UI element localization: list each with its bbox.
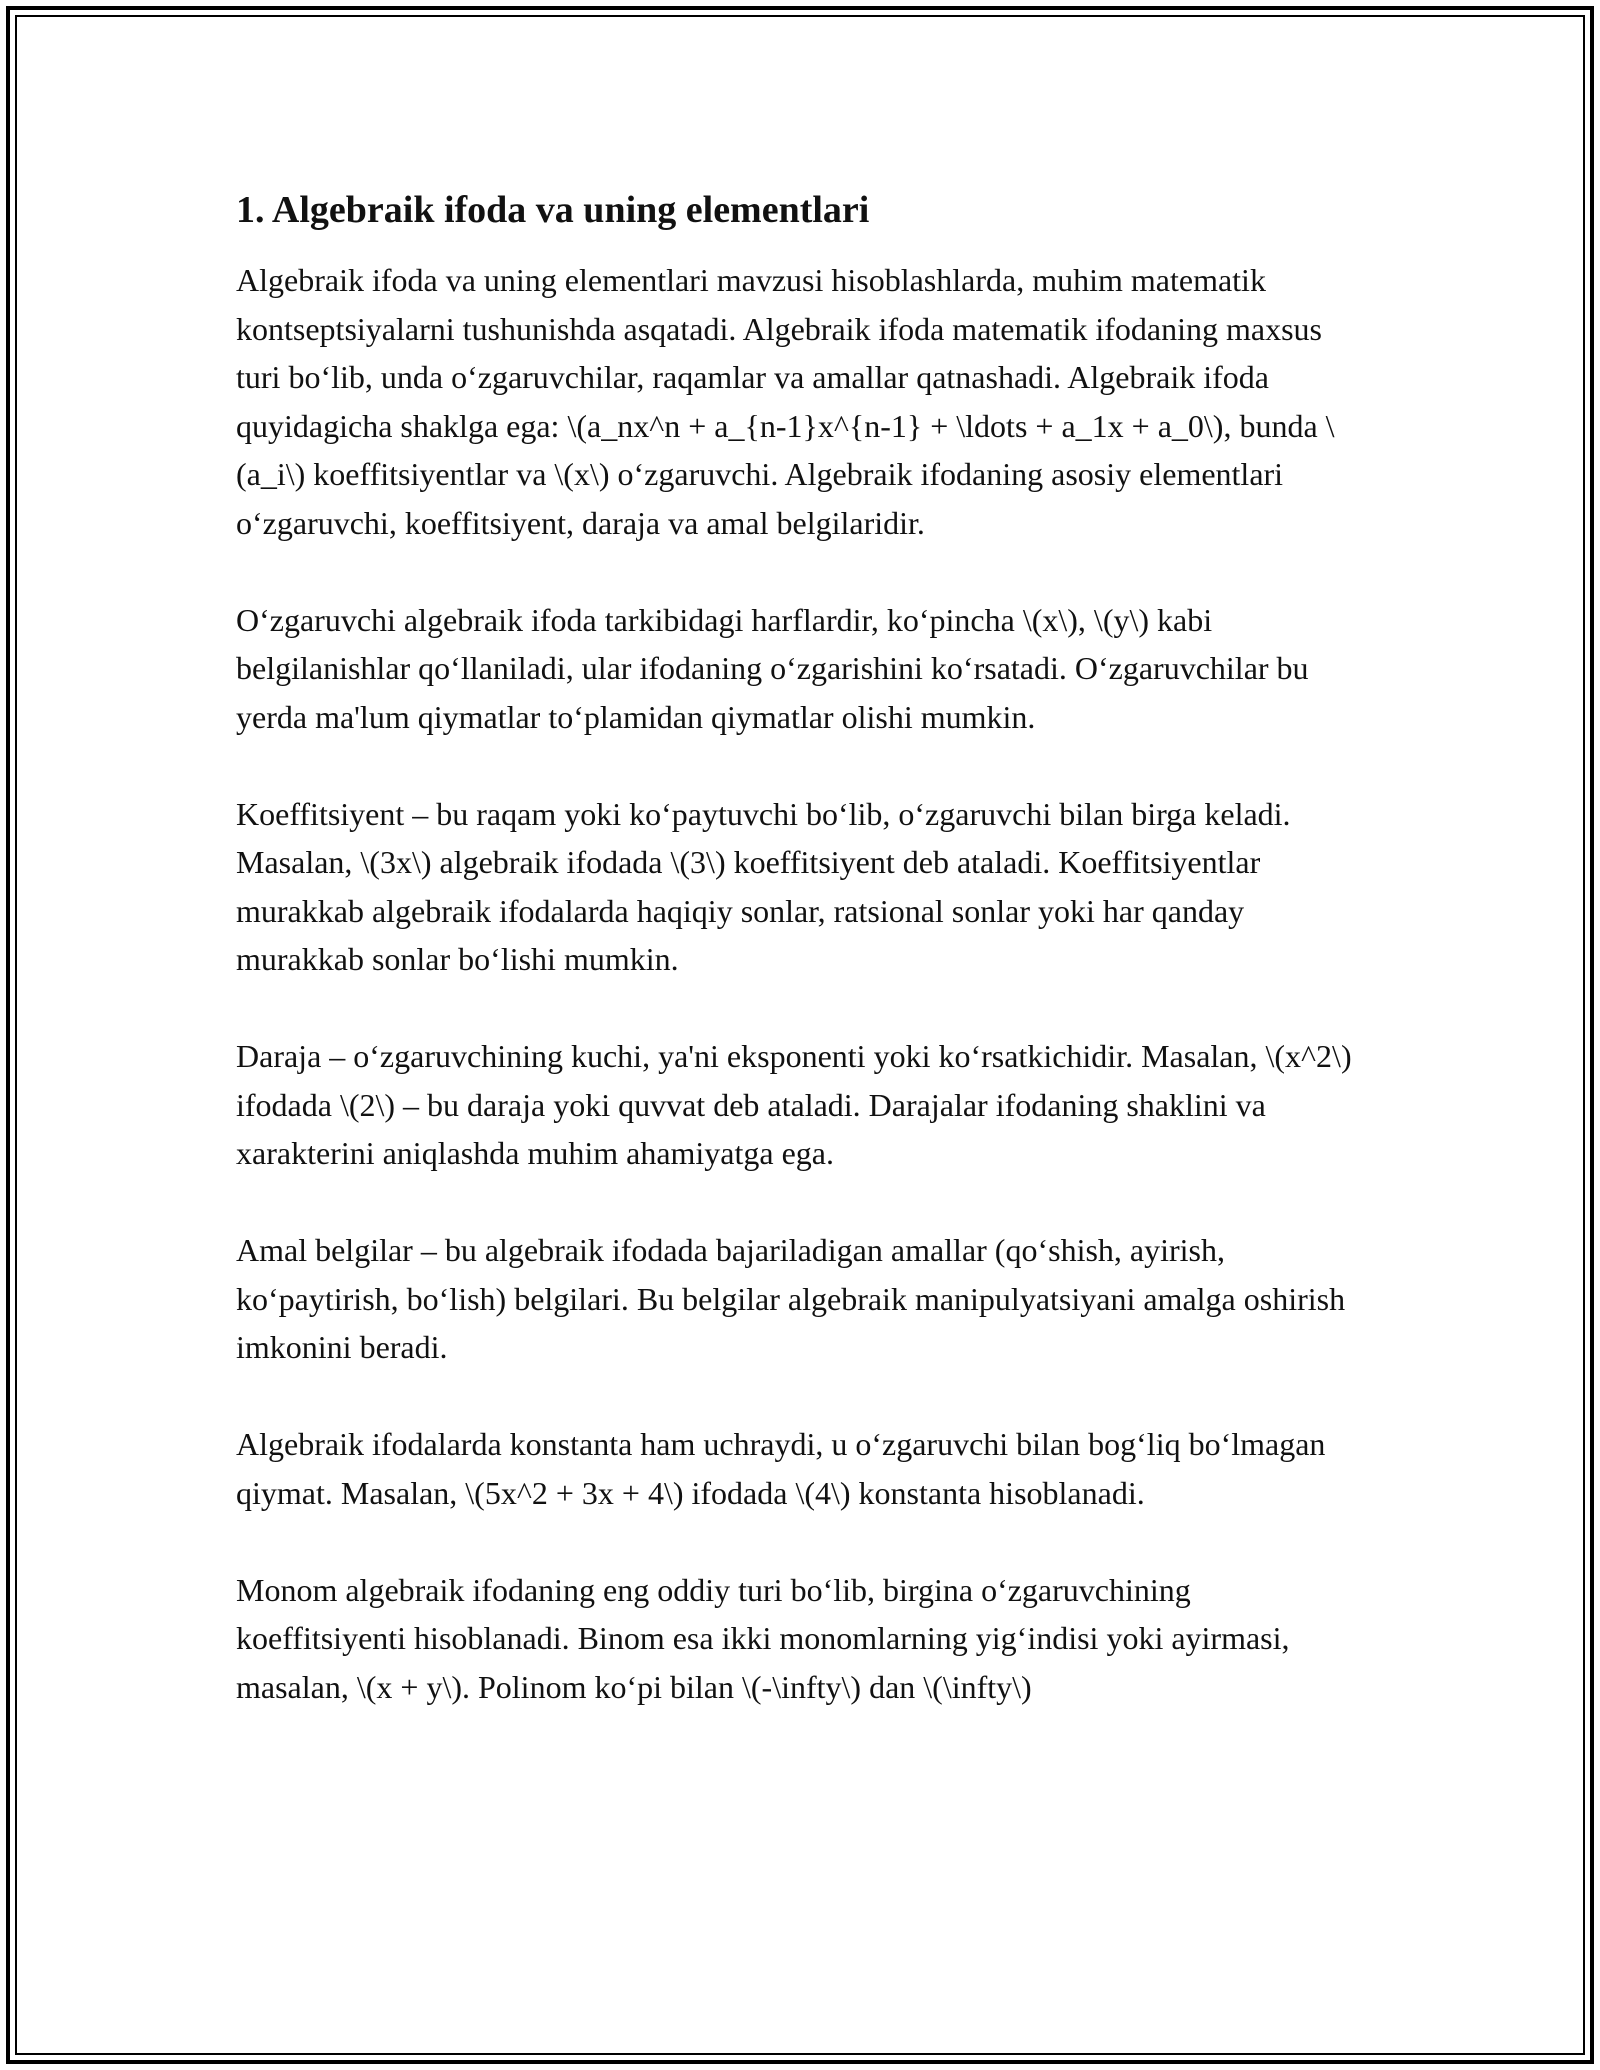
paragraph-operation-signs: Amal belgilar – bu algebraik ifodada bajariladigan amallar (qo‘shish, ayirish, ko‘paytirish, bo‘lish) belgilari. Bu belgilar algebraik manipulyatsiyani amalga oshirish imkonini beradi. [236, 1232, 1346, 1365]
paragraph-constant: Algebraik ifodalarda konstanta ham uchraydi, u o‘zgaruvchi bilan bog‘liq bo‘lmagan qiymat. Masalan, \(5x^2 + 3x + 4\) ifodada \(4\) konstanta hisoblanadi. [236, 1426, 1326, 1511]
section-heading: 1. Algebraik ifoda va uning elementlari [236, 189, 870, 231]
paragraph-intro: Algebraik ifoda va uning elementlari mavzusi hisoblashlarda, muhim matematik kontseptsiyalarni tushunishda asqatadi. Algebraik ifoda matematik ifodaning maxsus turi bo‘lib, unda o‘zgaruvchilar, raqamlar va amallar qatnashadi. Algebraik ifoda quyidagicha shaklga ega: \(a_nx^n + a_{n-1}x^{n-1} + \ldots + a_1x + a_0\), bunda \(a_i\) koeffitsiyentlar va \(x\) o‘zgaruvchi. Algebraik ifodaning asosiy elementlari o‘zgaruvchi, koeffitsiyent, daraja va amal belgilaridir. [236, 262, 1335, 541]
document-body [236, 186, 1356, 1760]
paragraph-degree: Daraja – o‘zgaruvchining kuchi, ya'ni eksponenti yoki ko‘rsatkichidir. Masalan, \(x^2\) ifodada \(2\) – bu daraja yoki quvvat deb ataladi. Darajalar ifodaning shaklini va xarakterini aniqlashda muhim ahamiyatga ega. [236, 1038, 1352, 1171]
paragraph-monomial: Monom algebraik ifodaning eng oddiy turi bo‘lib, birgina o‘zgaruvchining koeffitsiyenti hisoblanadi. Binom esa ikki monomlarning yig‘indisi yoki ayirmasi, masalan, \(x + y\). Polinom ko‘pi bilan \(-\infty\) dan \(\infty\) [236, 1571, 1290, 1705]
paragraph-coefficient: Koeffitsiyent – bu raqam yoki ko‘paytuvchi bo‘lib, o‘zgaruvchi bilan birga keladi. Masalan, \(3x\) algebraik ifodada \(3\) koeffitsiyent deb ataladi. Koeffitsiyentlar murakkab algebraik ifodalarda haqiqiy sonlar, ratsional sonlar yoki har qanday murakkab sonlar bo‘lishi mumkin. [236, 795, 1291, 977]
paragraph-variable: O‘zgaruvchi algebraik ifoda tarkibidagi harflardir, ko‘pincha \(x\), \(y\) kabi belgilanishlar qo‘llaniladi, ular ifodaning o‘zgarishini ko‘rsatadi. O‘zgaruvchilar bu yerda ma'lum qiymatlar to‘plamidan qiymatlar olishi mumkin. [236, 601, 1309, 735]
